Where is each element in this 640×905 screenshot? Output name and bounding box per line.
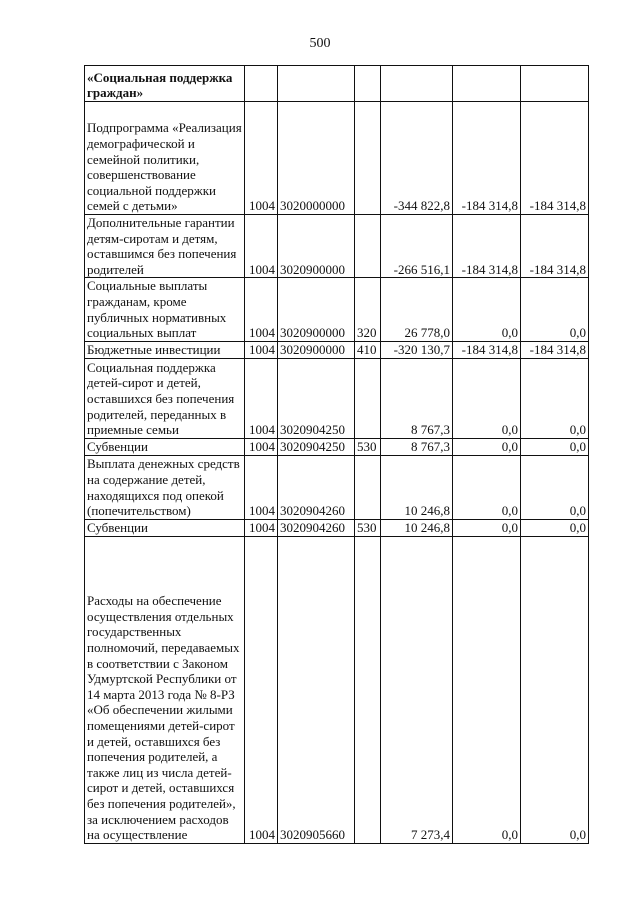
value-year2-cell: -184 314,8: [453, 102, 521, 215]
row-name-cell: «Социальная поддержка граждан»: [85, 66, 245, 102]
section-code-cell: 1004: [245, 455, 278, 519]
expense-type-cell: 410: [355, 341, 381, 358]
row-name-cell: Субвенции: [85, 438, 245, 455]
value-year1-cell: -344 822,8: [381, 102, 453, 215]
expense-type-cell: [355, 455, 381, 519]
value-year3-cell: 0,0: [521, 455, 589, 519]
budget-table-body: [85, 66, 589, 844]
table-row: [85, 66, 589, 102]
value-year2-cell: 0,0: [453, 519, 521, 536]
target-article-cell: 3020000000: [278, 102, 355, 215]
value-year3-cell: 0,0: [521, 358, 589, 438]
target-article-cell: 3020904250: [278, 358, 355, 438]
expense-type-cell: [355, 102, 381, 215]
target-article-cell: 3020900000: [278, 341, 355, 358]
page-number: 500: [309, 36, 331, 51]
value-year2-cell: 0,0: [453, 278, 521, 341]
value-year1-cell: 8 767,3: [381, 438, 453, 455]
expense-type-cell: [355, 66, 381, 102]
expense-type-cell: 320: [355, 278, 381, 341]
value-year3-cell: -184 314,8: [521, 341, 589, 358]
value-year1-cell: -320 130,7: [381, 341, 453, 358]
target-article-cell: 3020904260: [278, 455, 355, 519]
table-row: [85, 341, 589, 358]
row-name-cell: Выплата денежных средств на содержание детей, находящихся под опекой (попечительством): [85, 455, 245, 519]
value-year1-cell: 26 778,0: [381, 278, 453, 341]
section-code-cell: 1004: [245, 278, 278, 341]
target-article-cell: 3020900000: [278, 215, 355, 278]
section-code-cell: 1004: [245, 358, 278, 438]
row-name-cell: Расходы на обеспечение осуществления отдельных государственных полномочий, передаваемых в соответствии с Законом Удмуртской Республики от 14 марта 2013 года № 8-РЗ «Об обеспечении жилыми помещениями детей-сирот и детей, оставшихся без попечения родителей, а также лиц из числа детей-сирот и детей, оставшихся без попечения родителей», за исключением расходов на осуществление: [85, 536, 245, 843]
value-year1-cell: 10 246,8: [381, 519, 453, 536]
expense-type-cell: [355, 215, 381, 278]
value-year1-cell: 7 273,4: [381, 536, 453, 843]
table-row: [85, 455, 589, 519]
row-name-cell: Подпрограмма «Реализация демографической и семейной политики, совершенствование социальной поддержки семей с детьми»: [85, 102, 245, 215]
budget-table: [84, 65, 589, 844]
section-code-cell: 1004: [245, 215, 278, 278]
value-year3-cell: -184 314,8: [521, 215, 589, 278]
expense-type-cell: [355, 536, 381, 843]
value-year2-cell: -184 314,8: [453, 341, 521, 358]
value-year2-cell: 0,0: [453, 536, 521, 843]
value-year3-cell: 0,0: [521, 438, 589, 455]
value-year1-cell: [381, 66, 453, 102]
target-article-cell: 3020905660: [278, 536, 355, 843]
table-row: [85, 215, 589, 278]
expense-type-cell: [355, 358, 381, 438]
row-name-cell: Социальные выплаты гражданам, кроме публичных нормативных социальных выплат: [85, 278, 245, 341]
value-year3-cell: [521, 66, 589, 102]
target-article-cell: 3020900000: [278, 278, 355, 341]
table-row: [85, 102, 589, 215]
value-year3-cell: -184 314,8: [521, 102, 589, 215]
section-code-cell: 1004: [245, 519, 278, 536]
section-code-cell: 1004: [245, 341, 278, 358]
value-year2-cell: 0,0: [453, 455, 521, 519]
row-name-cell: Бюджетные инвестиции: [85, 341, 245, 358]
value-year2-cell: 0,0: [453, 358, 521, 438]
row-name-cell: Субвенции: [85, 519, 245, 536]
section-code-cell: 1004: [245, 438, 278, 455]
section-code-cell: 1004: [245, 102, 278, 215]
target-article-cell: [278, 66, 355, 102]
value-year3-cell: 0,0: [521, 519, 589, 536]
value-year2-cell: -184 314,8: [453, 215, 521, 278]
value-year2-cell: [453, 66, 521, 102]
table-row: [85, 278, 589, 341]
table-row: [85, 519, 589, 536]
value-year2-cell: 0,0: [453, 438, 521, 455]
row-name-cell: Дополнительные гарантии детям-сиротам и детям, оставшимся без попечения родителей: [85, 215, 245, 278]
expense-type-cell: 530: [355, 519, 381, 536]
value-year1-cell: -266 516,1: [381, 215, 453, 278]
value-year1-cell: 10 246,8: [381, 455, 453, 519]
section-code-cell: 1004: [245, 536, 278, 843]
expense-type-cell: 530: [355, 438, 381, 455]
section-code-cell: [245, 66, 278, 102]
table-row: [85, 438, 589, 455]
target-article-cell: 3020904250: [278, 438, 355, 455]
value-year1-cell: 8 767,3: [381, 358, 453, 438]
row-name-cell: Социальная поддержка детей-сирот и детей, оставшихся без попечения родителей, переданных в приемные семьи: [85, 358, 245, 438]
table-row: [85, 358, 589, 438]
target-article-cell: 3020904260: [278, 519, 355, 536]
value-year3-cell: 0,0: [521, 278, 589, 341]
value-year3-cell: 0,0: [521, 536, 589, 843]
table-row: [85, 536, 589, 843]
